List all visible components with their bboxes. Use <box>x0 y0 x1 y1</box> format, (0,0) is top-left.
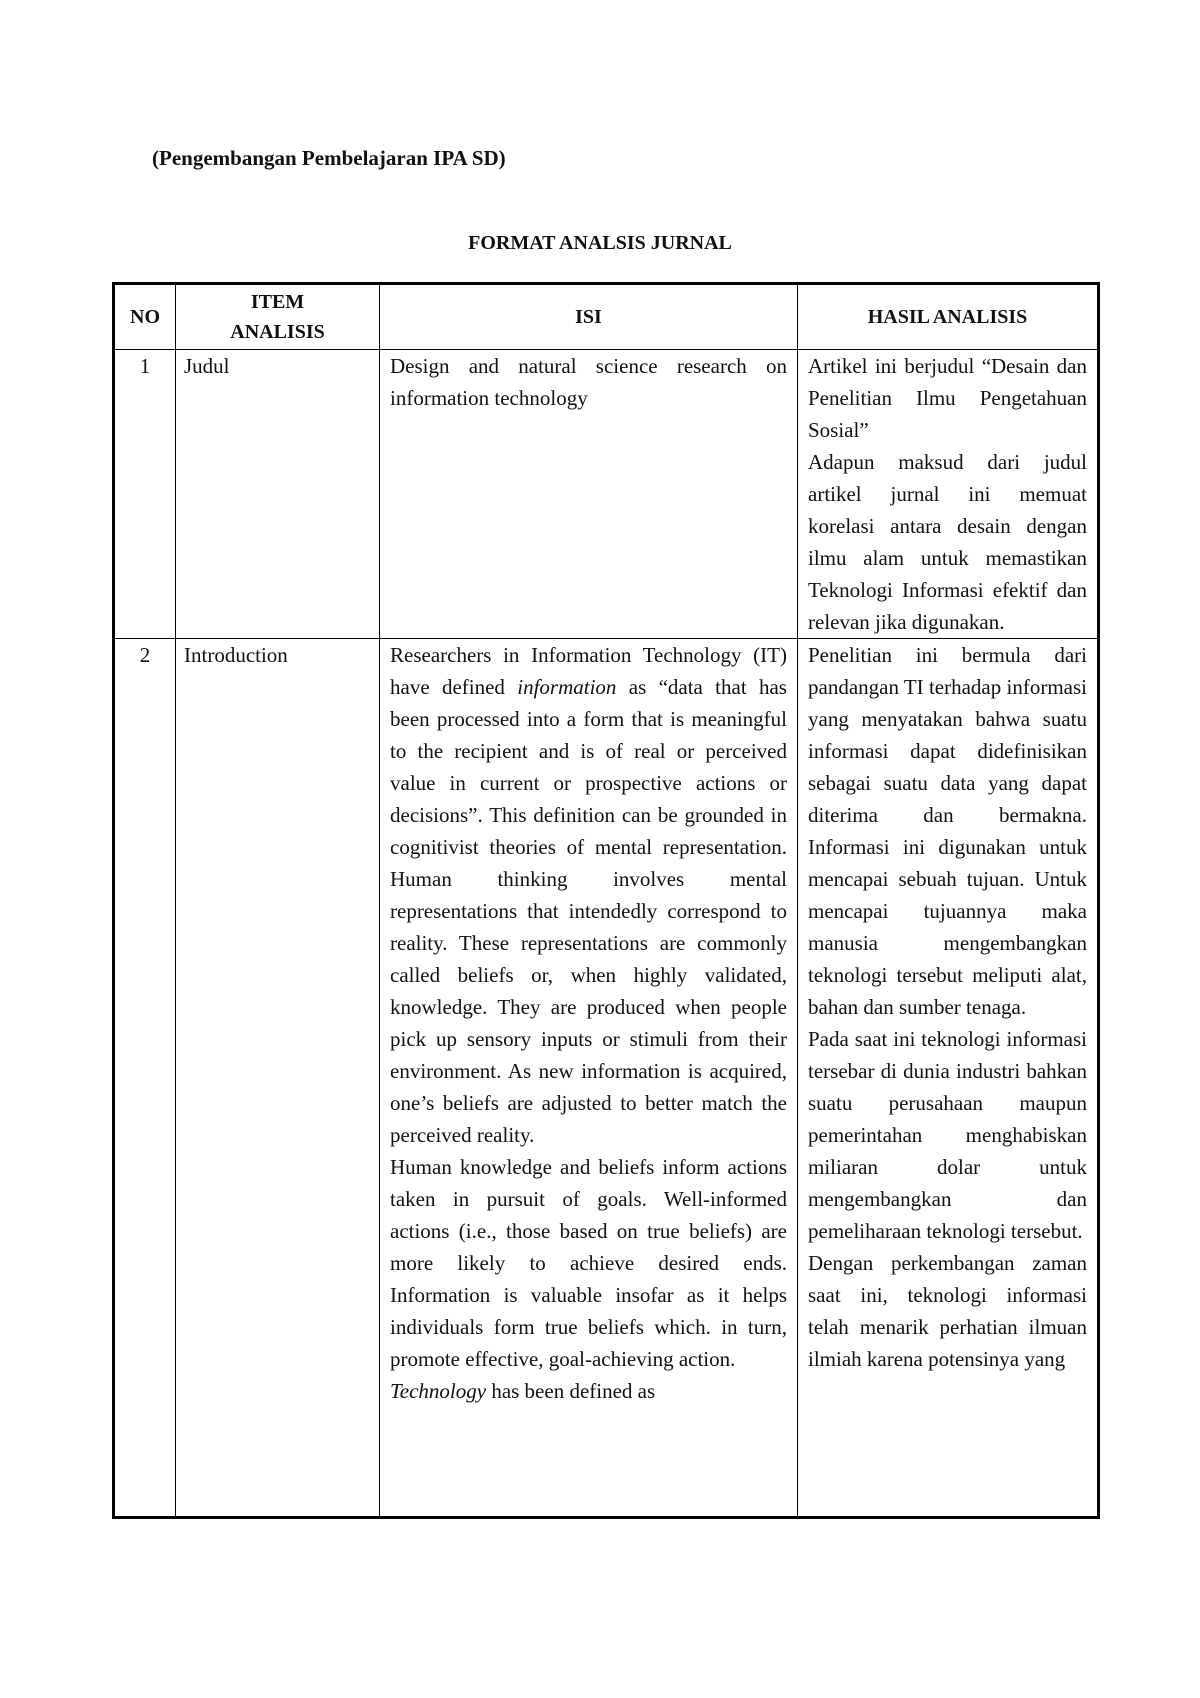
hasil-paragraph: Adapun maksud dari judul artikel jurnal ini memuat korelasi antara desain dengan ilmu alam untuk memastikan Teknologi Informasi efektif dan relevan jika digunakan. <box>808 450 1087 634</box>
row-isi <box>380 350 798 639</box>
row-number: 2 <box>114 639 176 1518</box>
header-isi: ISI <box>380 284 798 350</box>
document-title: FORMAT ANALSIS JURNAL <box>468 232 732 254</box>
header-hasil-analisis: HASIL ANALISIS <box>798 284 1099 350</box>
header-item-analisis <box>176 284 380 350</box>
document-subtitle: (Pengembangan Pembelajaran IPA SD) <box>152 146 506 170</box>
hasil-paragraph: Dengan perkembangan zaman saat ini, teknologi informasi telah menarik perhatian ilmuan ilmiah karena potensinya yang <box>808 1251 1087 1371</box>
isi-text: has been defined as <box>486 1379 656 1403</box>
row-hasil <box>798 639 1099 1518</box>
row-item: Introduction <box>176 639 380 1518</box>
isi-paragraph: Design and natural science research on information technology <box>390 354 787 410</box>
table-row <box>114 350 1099 639</box>
hasil-paragraph: Pada saat ini teknologi informasi tersebar di dunia industri bahkan suatu perusahaan maupun pemerintahan menghabiskan miliaran dolar untuk mengembangkan dan pemeliharaan teknologi tersebut. <box>808 1027 1087 1243</box>
isi-paragraph <box>390 1151 787 1375</box>
isi-text: Human knowledge and beliefs inform actions taken in pursuit of goals. Well-informed actions (i.e., those based on true beliefs) are more likely to achieve desired ends. Information is valuable insofar as it helps individuals form true beliefs which. in turn, promote effective, goal-achieving action. <box>390 1155 787 1371</box>
hasil-paragraph: Artikel ini berjudul “Desain dan Penelitian Ilmu Pengetahuan Sosial” <box>808 354 1087 442</box>
isi-emphasis: Technology <box>390 1379 487 1403</box>
row-item: Judul <box>176 350 380 639</box>
isi-text: Researchers in Information Technology (IT) have defined <box>390 643 787 699</box>
table-row <box>114 639 1099 1518</box>
isi-emphasis: information <box>517 675 617 699</box>
isi-paragraph <box>390 639 787 1151</box>
row-number: 1 <box>114 350 176 639</box>
header-item-line2: ANALISIS <box>230 321 325 343</box>
header-no: NO <box>114 284 176 350</box>
hasil-paragraph: Penelitian ini bermula dari pandangan TI terhadap informasi yang menyatakan bahwa suatu informasi dapat didefinisikan sebagai suatu data yang dapat diterima dan bermakna. Informasi ini digunakan untuk mencapai sebuah tujuan. Untuk mencapai tujuannya maka manusia mengembangkan teknologi tersebut meliputi alat, bahan dan sumber tenaga. <box>808 643 1087 1019</box>
header-item-line1: ITEM <box>250 291 305 313</box>
row-hasil <box>798 350 1099 639</box>
table-header-row <box>114 284 1099 350</box>
analysis-table <box>112 282 1100 1519</box>
isi-text: as “data that has been processed into a form that is meaningful to the recipient and is of real or perceived value in current or prospective actions or decisions”. This definition can be grounded in cognitivist theories of mental representation. Human thinking involves mental representations that intendedly correspond to reality. These representations are commonly called beliefs or, when highly validated, knowledge. They are produced when people pick up sensory inputs or stimuli from their environment. As new information is acquired, one’s beliefs are adjusted to better match the perceived reality. <box>390 675 787 1147</box>
isi-paragraph <box>390 1375 787 1407</box>
row-isi <box>380 639 798 1518</box>
